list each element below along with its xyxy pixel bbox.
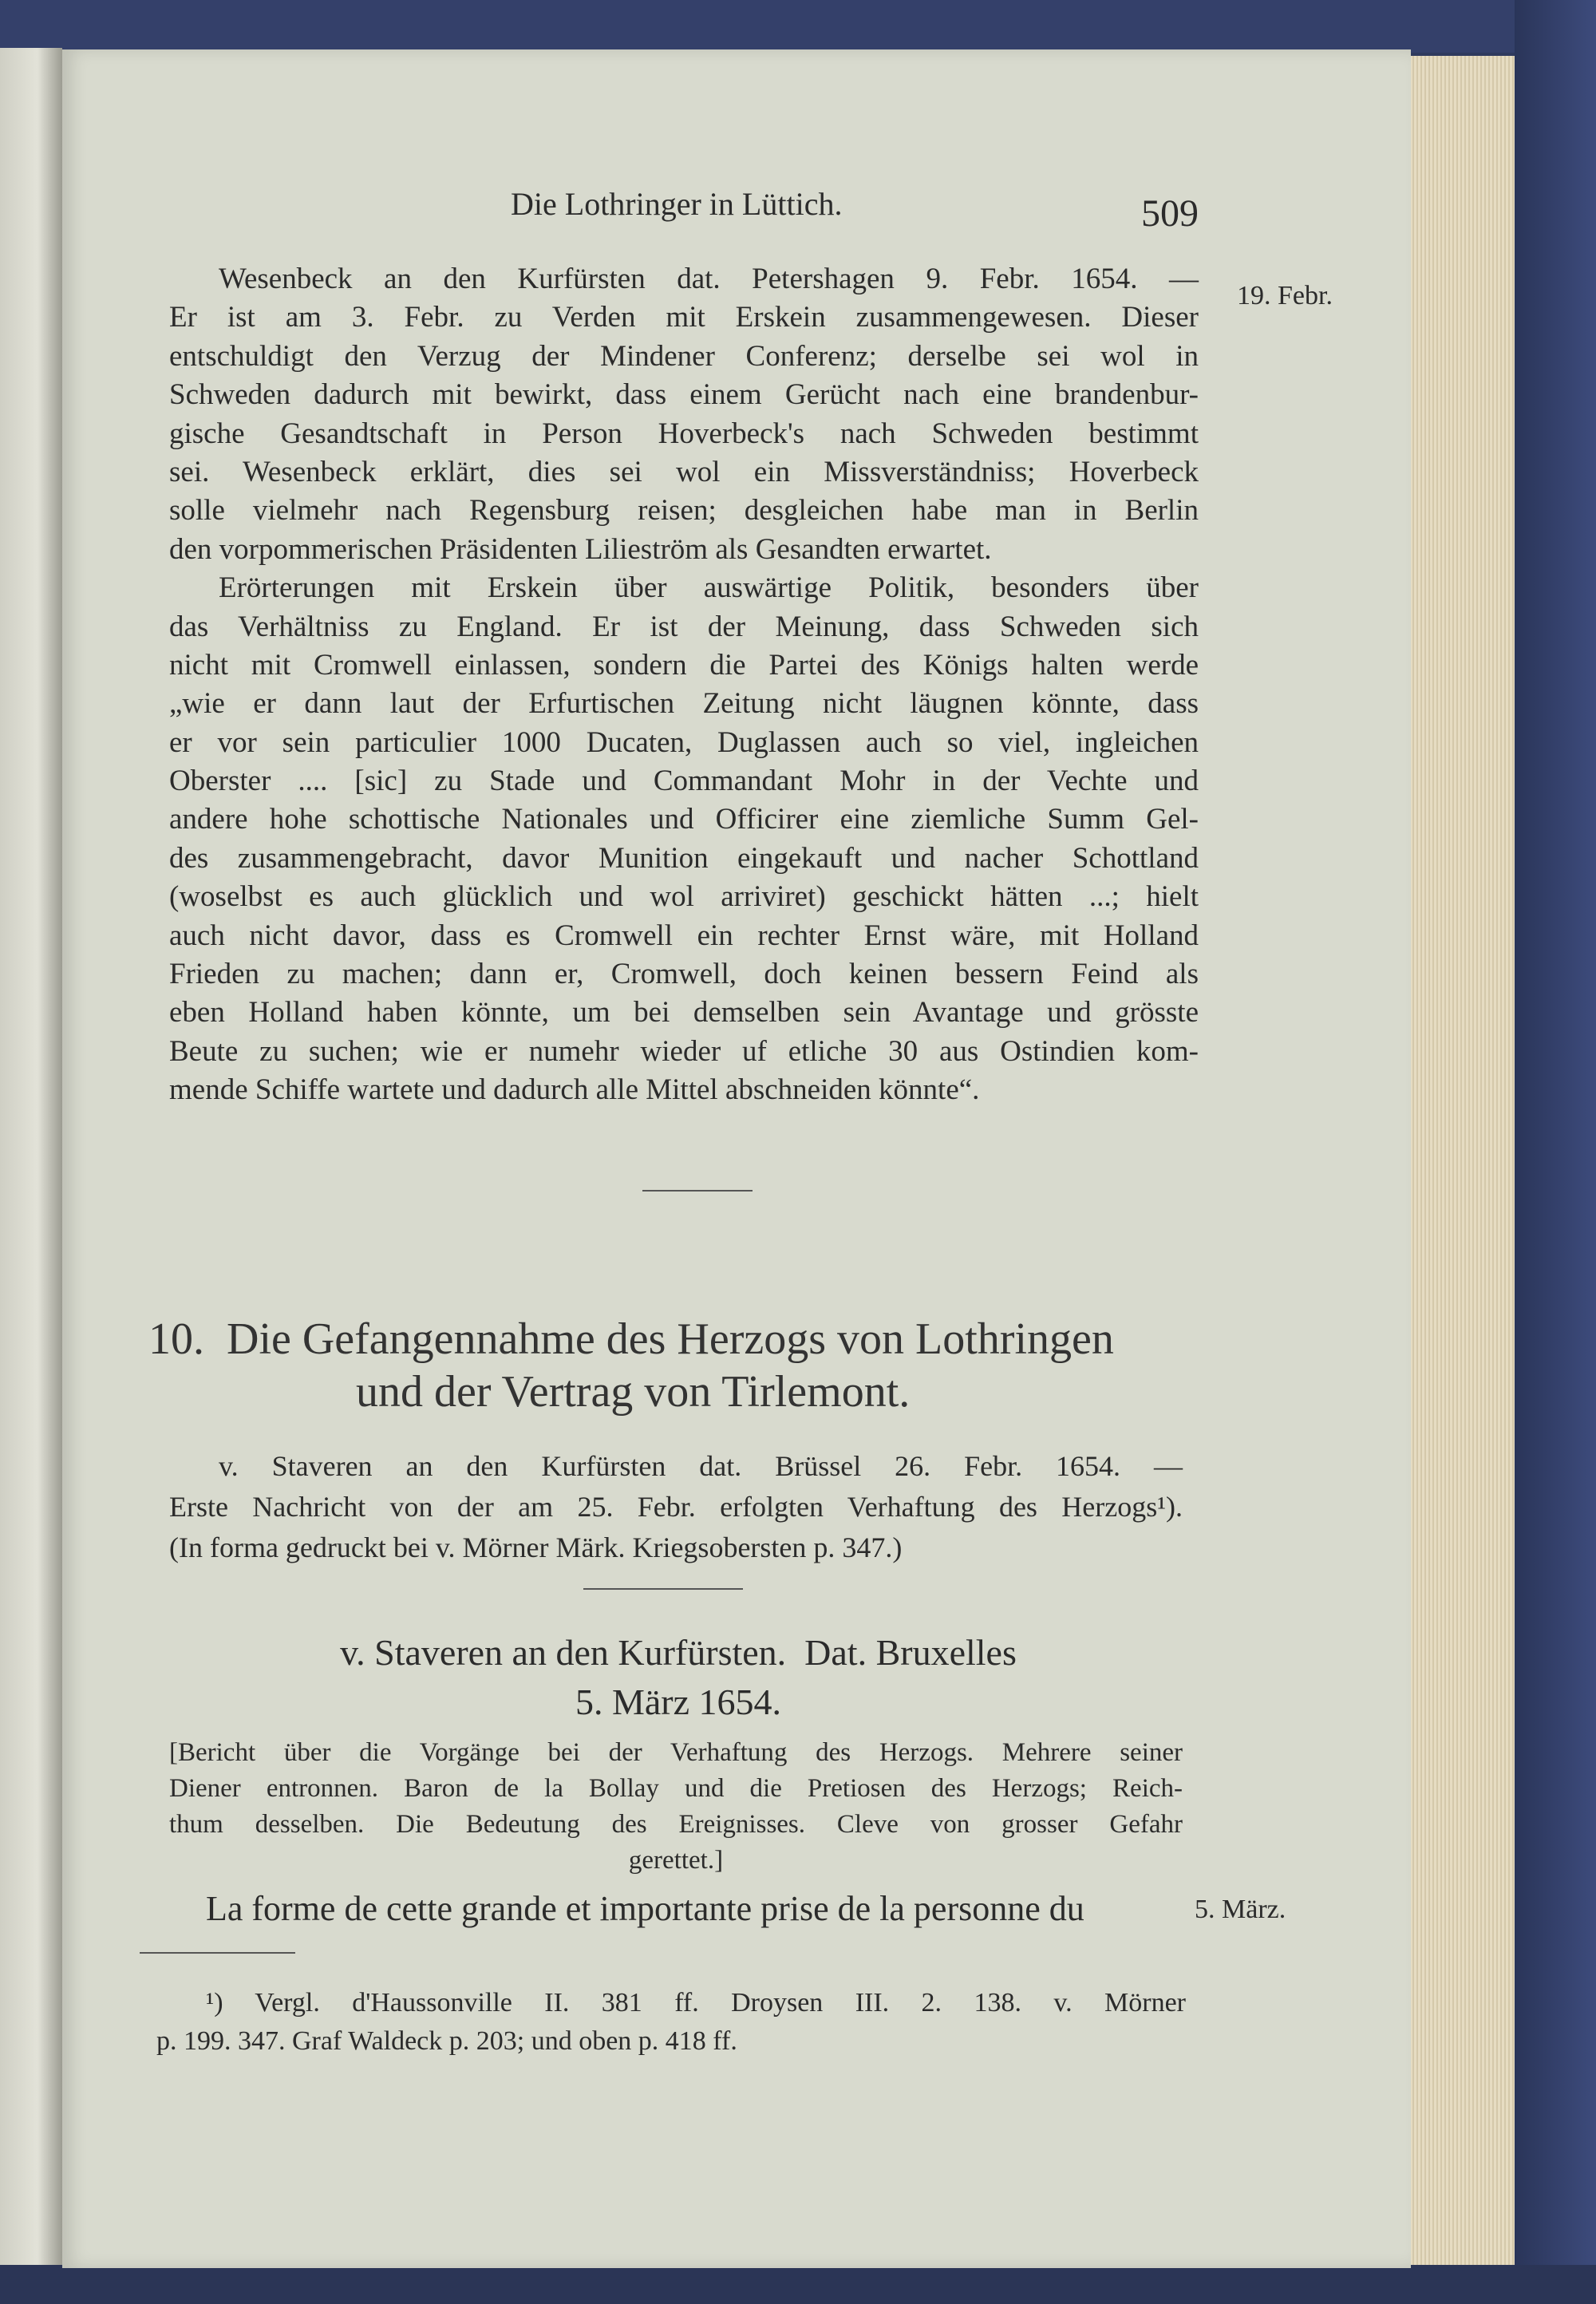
running-head: Die Lothringer in Lüttich. xyxy=(511,186,843,222)
facing-page-edge xyxy=(0,48,62,2304)
summary-line: (In forma gedruckt bei v. Mörner Märk. Kriegsobersten p. 347.) xyxy=(169,1531,903,1563)
book-binding-bottom xyxy=(0,2265,1596,2304)
letter-summary-line: thum desselben. Die Bedeutung des Ereignisses. Cleve von grosser Gefahr xyxy=(169,1810,1183,1839)
body-text-line: andere hohe schottische Nationales und Officirer eine ziemliche Summ Gel- xyxy=(169,803,1199,836)
book-binding-right xyxy=(1515,0,1596,2304)
section-title-line1: Die Gefangennahme des Herzogs von Lothringen xyxy=(227,1314,1114,1364)
document-summary xyxy=(169,1446,1183,1568)
body-text-line: „wie er dann laut der Erfurtischen Zeitung nicht läugnen könnte, dass xyxy=(169,687,1199,721)
body-text-line: Er ist am 3. Febr. zu Verden mit Erskein zusammengewesen. Dieser xyxy=(169,301,1199,334)
margin-note-date: 19. Febr. xyxy=(1237,281,1333,310)
body-text-line: Wesenbeck an den Kurfürsten dat. Petershagen 9. Febr. 1654. — xyxy=(219,263,1199,295)
body-text-line: (woselbst es auch glücklich und wol arriviret) geschickt hätten ...; hielt xyxy=(169,880,1199,914)
page-number: 509 xyxy=(1141,192,1199,235)
body-text-line: solle vielmehr nach Regensburg reisen; desgleichen habe man in Berlin xyxy=(169,494,1199,528)
letter-opening-line: La forme de cette grande et importante prise de la personne du xyxy=(206,1889,1084,1928)
letter-heading-line2: 5. März 1654. xyxy=(575,1682,782,1722)
section-number: 10. xyxy=(148,1314,204,1364)
section-title-line2: und der Vertrag von Tirlemont. xyxy=(356,1367,911,1417)
body-text-line: er vor sein particulier 1000 Ducaten, Duglassen auch so viel, ingleichen xyxy=(169,725,1199,759)
body-text-line: den vorpommerischen Präsidenten Lilieström als Gesandten erwartet. xyxy=(169,532,992,566)
summary-line: v. Staveren an den Kurfürsten dat. Brüssel 26. Febr. 1654. — xyxy=(219,1450,1183,1482)
letter-summary-line: Diener entronnen. Baron de la Bollay und die Pretiosen des Herzogs; Reich- xyxy=(169,1774,1183,1803)
body-text-line: Erörterungen mit Erskein über auswärtige Politik, besonders über xyxy=(219,571,1199,605)
body-text-line: Frieden zu machen; dann er, Cromwell, doch keinen bessern Feind als xyxy=(169,958,1199,991)
section-divider xyxy=(642,1190,753,1192)
body-text-line: sei. Wesenbeck erklärt, dies sei wol ein Missverständniss; Hoverbeck xyxy=(169,455,1199,488)
body-text-line: entschuldigt den Verzug der Mindener Conferenz; derselbe sei wol in xyxy=(169,339,1199,373)
body-text-line: nicht mit Cromwell einlassen, sondern die Partei des Königs halten werde xyxy=(169,648,1199,682)
letter-heading-line1: v. Staveren an den Kurfürsten. Dat. Bruxelles xyxy=(340,1632,1017,1673)
body-text-line: Schweden dadurch mit bewirkt, dass einem Gerücht nach eine brandenbur- xyxy=(169,378,1199,412)
body-text-line: mende Schiffe wartete und dadurch alle Mittel abschneiden könnte“. xyxy=(169,1073,980,1107)
letter-summary xyxy=(169,1735,1183,1879)
body-text-line: Oberster .... [sic] zu Stade und Commandant Mohr in der Vechte und xyxy=(169,765,1199,798)
body-text-line: gische Gesandtschaft in Person Hoverbeck's nach Schweden bestimmt xyxy=(169,417,1199,450)
footnote-line: ¹) Vergl. d'Haussonville II. 381 ff. Droysen III. 2. 138. v. Mörner xyxy=(206,1988,1186,2017)
letter-heading xyxy=(239,1628,1117,1727)
body-text-line: Beute zu suchen; wie er numehr wieder uf etliche 30 aus Ostindien kom- xyxy=(169,1034,1199,1068)
body-text-line: das Verhältniss zu England. Er ist der Meinung, dass Schweden sich xyxy=(169,610,1199,643)
body-text-line: des zusammengebracht, davor Munition eingekauft und nacher Schottland xyxy=(169,841,1199,875)
margin-note-date-2: 5. März. xyxy=(1195,1895,1286,1924)
body-text-line: eben Holland haben könnte, um bei demselben sein Avantage und grösste xyxy=(169,996,1199,1029)
footnote-rule xyxy=(140,1952,295,1954)
letter-summary-line: [Bericht über die Vorgänge bei der Verhaftung des Herzogs. Mehrere seiner xyxy=(169,1738,1183,1767)
page-block-edges xyxy=(1406,56,1516,2274)
summary-line: Erste Nachricht von der am 25. Febr. erfolgten Verhaftung des Herzogs¹). xyxy=(169,1491,1183,1523)
letter-summary-line: gerettet.] xyxy=(628,1846,724,1875)
body-text xyxy=(169,260,1199,1110)
footnote-line: p. 199. 347. Graf Waldeck p. 203; und oben p. 418 ff. xyxy=(156,2026,737,2056)
book-binding-top xyxy=(0,0,1596,53)
body-text-line: auch nicht davor, dass es Cromwell ein rechter Ernst wäre, mit Holland xyxy=(169,919,1199,952)
summary-divider xyxy=(583,1588,743,1590)
footnotes xyxy=(156,1984,1186,2061)
